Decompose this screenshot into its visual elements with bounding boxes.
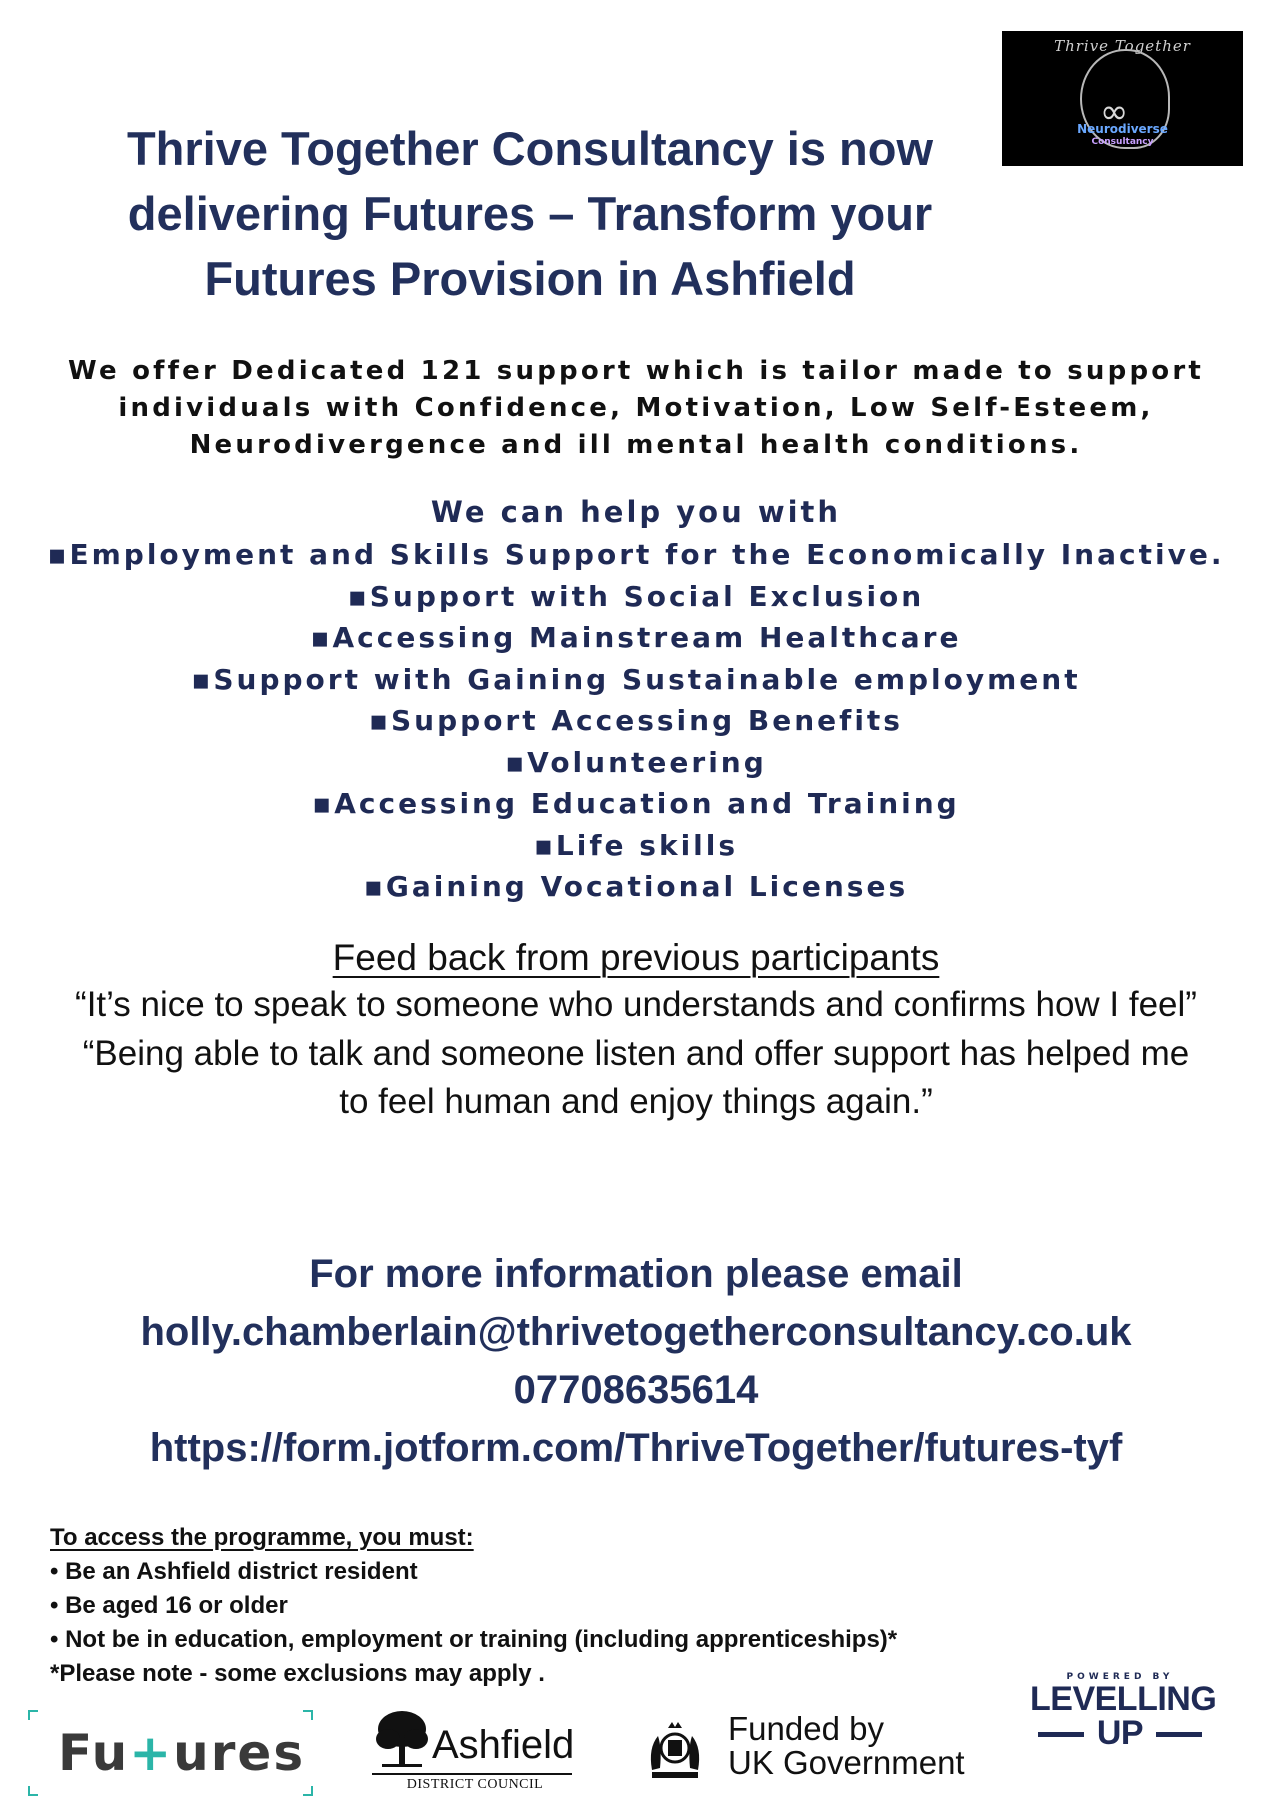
page-title (60, 116, 1000, 311)
title-line: Futures Provision in Ashfield (204, 252, 856, 305)
futures-logo (28, 1710, 313, 1796)
eligibility-heading: To access the programme, you must: (50, 1524, 474, 1551)
gov-line2: UK Government (728, 1744, 965, 1781)
feedback-quotes (70, 981, 1202, 1127)
quote: “Being able to talk and someone listen and offer support has helped me to feel human and enjoy things again.” (82, 1033, 1190, 1121)
intro-paragraph (40, 353, 1232, 464)
intro-line: Neurodivergence and ill mental health conditions. (189, 430, 1083, 460)
list-item: ▪Accessing Education and Training (312, 787, 960, 820)
intro-line: individuals with Confidence, Motivation, Low Self-Esteem, (118, 393, 1154, 423)
divider (372, 1773, 572, 1775)
gov-text (728, 1712, 965, 1780)
list-item: • Not be in education, employment or training (including apprenticeships)* (50, 1626, 898, 1653)
powered-by: POWERED BY (1066, 1672, 1174, 1682)
feedback-heading: Feed back from previous participants (332, 937, 940, 978)
eligibility-note: *Please note - some exclusions may apply . (50, 1660, 545, 1687)
contact-heading: For more information please email (309, 1252, 963, 1296)
infinity-icon: ∞ (1100, 92, 1129, 132)
logo-brand-word: Neurodiverse (1077, 122, 1168, 136)
up-row (1030, 1716, 1210, 1750)
levelling-up-logo (1030, 1672, 1217, 1752)
futures-wordmark (58, 1724, 305, 1782)
eligibility-block (50, 1521, 1010, 1691)
logo-ring-text: Thrive Together (1054, 37, 1191, 55)
corner-mark (28, 1710, 38, 1720)
contact-email-link[interactable]: holly.chamberlain@thrivetogetherconsultancy.co.uk (140, 1310, 1132, 1354)
levelling-word: LEVELLING (1030, 1680, 1217, 1718)
ashfield-sub: DISTRICT COUNCIL (406, 1777, 544, 1792)
uk-government-logo (640, 1712, 980, 1792)
gov-line1: Funded by (728, 1710, 884, 1747)
list-item: • Be aged 16 or older (50, 1592, 288, 1619)
list-item: ▪Gaining Vocational Licenses (363, 870, 909, 903)
quote: “It’s nice to speak to someone who understands and confirms how I feel” (75, 985, 1197, 1024)
logo-brand-sub: Consultancy (1091, 137, 1154, 147)
list-item: ▪Support Accessing Benefits (369, 704, 903, 737)
help-heading: We can help you with (430, 495, 842, 529)
up-word: UP (1096, 1714, 1144, 1752)
royal-crest-icon (642, 1718, 708, 1784)
list-item: ▪Life skills (533, 828, 739, 862)
list-item: ▪Support with Gaining Sustainable employment (191, 662, 1081, 696)
bar-left (1038, 1732, 1084, 1737)
thrive-together-logo (1002, 31, 1243, 166)
futures-pre: Fu (58, 1724, 130, 1782)
list-item: ▪Accessing Mainstream Healthcare (310, 621, 962, 654)
help-list (0, 534, 1272, 908)
tree-icon (374, 1709, 430, 1769)
ashfield-name: Ashfield (432, 1723, 575, 1767)
corner-mark (303, 1710, 313, 1720)
title-line: Thrive Together Consultancy is now (126, 122, 934, 175)
title-line: delivering Futures – Transform your (127, 187, 933, 240)
intro-line: We offer Dedicated 121 support which is tailor made to support (68, 356, 1204, 386)
contact-url-link[interactable]: https://form.jotform.com/ThriveTogether/futures-tyf (149, 1426, 1123, 1470)
bar-right (1156, 1732, 1202, 1737)
futures-plus: + (129, 1724, 174, 1782)
list-item: ▪Employment and Skills Support for the Economically Inactive. (47, 538, 1225, 571)
ashfield-council-logo (370, 1705, 580, 1795)
list-item: ▪Volunteering (505, 745, 767, 779)
futures-post: ures (173, 1724, 306, 1782)
corner-mark (28, 1786, 38, 1796)
list-item: • Be an Ashfield district resident (50, 1558, 418, 1585)
contact-phone[interactable]: 07708635614 (513, 1368, 759, 1412)
corner-mark (303, 1786, 313, 1796)
contact-block (0, 1245, 1272, 1477)
list-item: ▪Support with Social Exclusion (347, 579, 925, 613)
